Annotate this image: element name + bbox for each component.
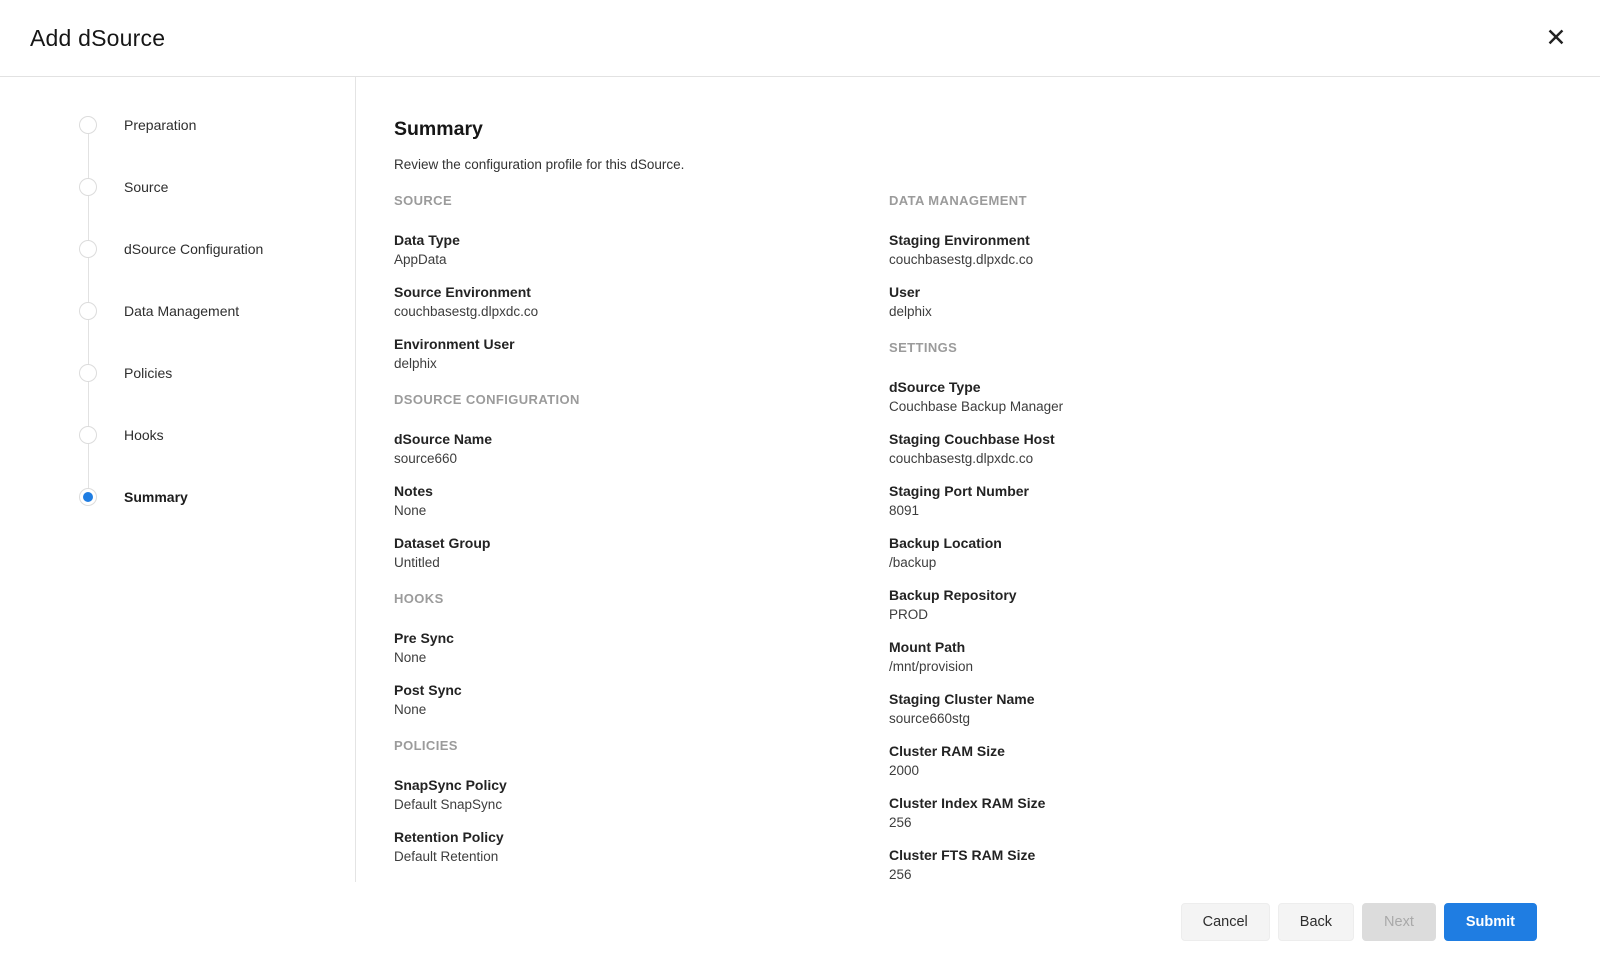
field-value: source660	[394, 451, 458, 466]
field-value: Couchbase Backup Manager	[889, 399, 1064, 414]
summary-section	[889, 192, 1600, 321]
summary-field	[394, 430, 889, 468]
field-label: Staging Couchbase Host	[889, 431, 1055, 447]
field-value: couchbasestg.dlpxdc.co	[394, 304, 539, 319]
field-label: Backup Repository	[889, 587, 1017, 603]
stepper-step-summary[interactable]	[79, 488, 263, 506]
section-fields	[394, 231, 889, 373]
field-value: /backup	[889, 555, 937, 570]
stepper-step-policies[interactable]	[79, 364, 263, 382]
field-value: 256	[889, 867, 912, 882]
summary-content	[356, 77, 1600, 882]
step-circle-icon	[79, 178, 97, 196]
summary-field	[394, 283, 889, 321]
summary-section	[394, 590, 889, 719]
summary-field	[394, 482, 889, 520]
section-fields	[394, 776, 889, 866]
summary-section	[889, 339, 1600, 882]
page-title: Summary	[394, 118, 483, 140]
field-value: AppData	[394, 252, 447, 267]
close-icon[interactable]: ✕	[1538, 20, 1574, 56]
section-title: HOOKS	[394, 591, 444, 606]
step-circle-icon	[79, 116, 97, 134]
step-label: Summary	[124, 489, 188, 505]
field-label: Backup Location	[889, 535, 1002, 551]
field-value: couchbasestg.dlpxdc.co	[889, 252, 1034, 267]
field-label: Staging Cluster Name	[889, 691, 1035, 707]
summary-field	[394, 681, 889, 719]
summary-field	[889, 586, 1600, 624]
summary-field	[889, 638, 1600, 676]
summary-field	[889, 430, 1600, 468]
field-value: None	[394, 702, 427, 717]
summary-field	[394, 776, 889, 814]
stepper-step-dsource-configuration[interactable]	[79, 240, 263, 258]
step-active-dot-icon	[83, 492, 93, 502]
stepper-step-data-management[interactable]	[79, 302, 263, 320]
step-circle-icon	[79, 488, 97, 506]
wizard-sidebar	[0, 77, 356, 882]
section-title: DSOURCE CONFIGURATION	[394, 392, 580, 407]
summary-field	[889, 794, 1600, 832]
stepper-step-source[interactable]	[79, 178, 263, 196]
field-value: 256	[889, 815, 912, 830]
field-value: delphix	[889, 304, 932, 319]
field-label: Environment User	[394, 336, 515, 352]
field-value: source660stg	[889, 711, 971, 726]
section-title: SOURCE	[394, 193, 453, 208]
step-label: Data Management	[124, 303, 240, 319]
dialog-title: Add dSource	[30, 24, 166, 51]
wizard-stepper	[79, 116, 263, 506]
field-label: Pre Sync	[394, 630, 454, 646]
summary-column-right	[889, 174, 1600, 882]
next-button[interactable]: Next	[1362, 903, 1436, 941]
dialog-footer	[0, 882, 1600, 978]
field-value: 2000	[889, 763, 920, 778]
stepper-step-hooks[interactable]	[79, 426, 263, 444]
field-value: Default SnapSync	[394, 797, 503, 812]
field-label: Cluster RAM Size	[889, 743, 1005, 759]
field-value: Default Retention	[394, 849, 499, 864]
summary-field	[394, 231, 889, 269]
field-value: 8091	[889, 503, 920, 518]
summary-field	[394, 629, 889, 667]
summary-field	[889, 482, 1600, 520]
summary-field	[889, 534, 1600, 572]
step-circle-icon	[79, 364, 97, 382]
field-label: Data Type	[394, 232, 460, 248]
section-fields	[889, 378, 1600, 882]
section-fields	[394, 629, 889, 719]
summary-field	[889, 690, 1600, 728]
step-label: dSource Configuration	[124, 241, 264, 257]
field-value: None	[394, 503, 427, 518]
dialog-header	[0, 0, 1600, 77]
field-value: delphix	[394, 356, 437, 371]
field-label: dSource Type	[889, 379, 981, 395]
summary-columns	[394, 174, 1600, 882]
step-label: Preparation	[124, 117, 197, 133]
section-title: POLICIES	[394, 738, 458, 753]
summary-field	[394, 335, 889, 373]
field-value: Untitled	[394, 555, 440, 570]
cancel-button[interactable]: Cancel	[1181, 903, 1270, 941]
field-label: Staging Port Number	[889, 483, 1030, 499]
summary-field	[889, 283, 1600, 321]
summary-field	[394, 534, 889, 572]
field-label: Cluster FTS RAM Size	[889, 847, 1036, 863]
summary-section	[394, 737, 889, 866]
summary-field	[889, 846, 1600, 882]
step-circle-icon	[79, 240, 97, 258]
field-label: Notes	[394, 483, 433, 499]
summary-field	[889, 231, 1600, 269]
field-label: Dataset Group	[394, 535, 491, 551]
summary-section	[394, 192, 889, 373]
stepper-steps	[79, 116, 263, 506]
dialog-body	[0, 77, 1600, 882]
step-circle-icon	[79, 302, 97, 320]
section-title: DATA MANAGEMENT	[889, 193, 1027, 208]
field-value: couchbasestg.dlpxdc.co	[889, 451, 1034, 466]
field-label: SnapSync Policy	[394, 777, 507, 793]
page-description: Review the configuration profile for this dSource.	[394, 157, 685, 172]
section-fields	[889, 231, 1600, 321]
field-label: User	[889, 284, 921, 300]
field-label: Mount Path	[889, 639, 966, 655]
step-circle-icon	[79, 426, 97, 444]
summary-section	[394, 391, 889, 572]
field-label: Retention Policy	[394, 829, 504, 845]
section-title: SETTINGS	[889, 340, 958, 355]
field-label: Source Environment	[394, 284, 531, 300]
summary-field	[889, 378, 1600, 416]
step-label: Source	[124, 179, 169, 195]
field-label: dSource Name	[394, 431, 493, 447]
submit-button[interactable]: Submit	[1444, 903, 1537, 941]
field-label: Cluster Index RAM Size	[889, 795, 1046, 811]
field-value: /mnt/provision	[889, 659, 974, 674]
summary-column-left	[394, 174, 889, 880]
field-value: None	[394, 650, 427, 665]
section-fields	[394, 430, 889, 572]
back-button[interactable]: Back	[1278, 903, 1354, 941]
field-label: Staging Environment	[889, 232, 1030, 248]
field-value: PROD	[889, 607, 929, 622]
summary-field	[889, 742, 1600, 780]
step-label: Hooks	[124, 427, 164, 443]
step-label: Policies	[124, 365, 173, 381]
stepper-step-preparation[interactable]	[79, 116, 263, 134]
field-label: Post Sync	[394, 682, 462, 698]
summary-field	[394, 828, 889, 866]
